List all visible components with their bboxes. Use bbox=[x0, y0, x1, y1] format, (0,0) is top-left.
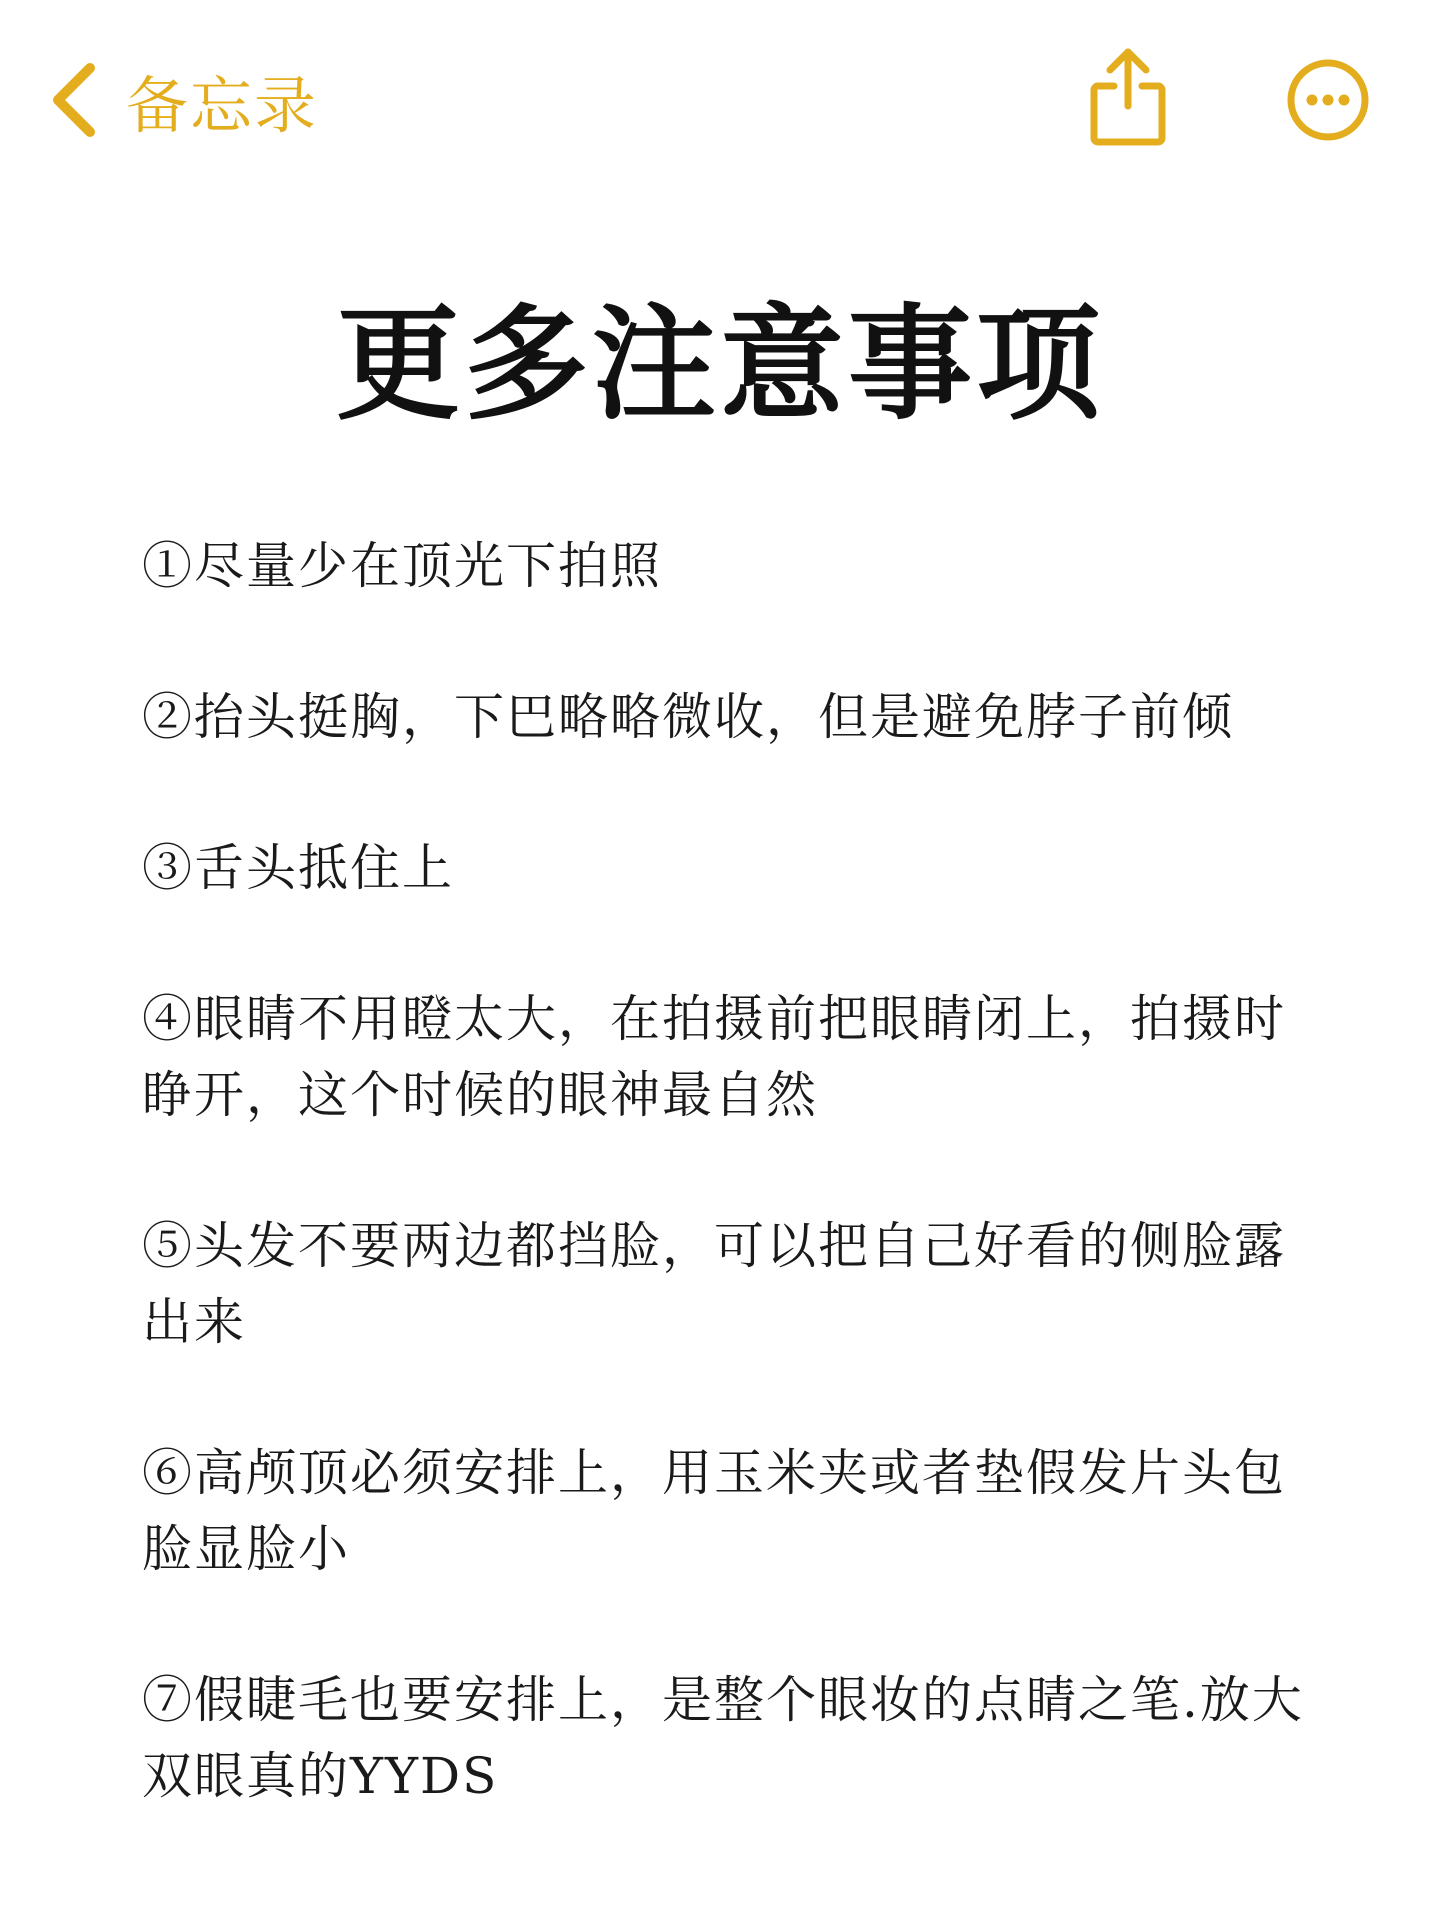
back-button[interactable] bbox=[48, 60, 318, 140]
chevron-left-icon bbox=[48, 60, 100, 140]
note-items bbox=[142, 528, 1322, 1889]
list-item: ②抬头挺胸，下巴略略微收，但是避免脖子前倾 bbox=[142, 688, 1234, 746]
list-item: ⑥高颅顶必须安排上，用玉米夹或者垫假发片头包脸显脸小 bbox=[142, 1444, 1286, 1578]
back-label: 备忘录 bbox=[126, 68, 319, 142]
list-item: ④眼睛不用瞪太大，在拍摄前把眼睛闭上，拍摄时睁开，这个时候的眼神最自然 bbox=[142, 990, 1286, 1124]
note-title: 更多注意事项 bbox=[335, 293, 1104, 437]
share-icon[interactable] bbox=[1088, 44, 1168, 148]
list-item: ①尽量少在顶光下拍照 bbox=[142, 537, 662, 595]
list-item: ③舌头抵住上 bbox=[142, 839, 454, 897]
more-icon[interactable] bbox=[1286, 58, 1370, 142]
list-item: ⑤头发不要两边都挡脸，可以把自己好看的侧脸露出来 bbox=[142, 1217, 1286, 1351]
navigation-bar bbox=[0, 0, 1440, 200]
list-item: ⑦假睫毛也要安排上，是整个眼妆的点睛之笔.放大双眼真的YYDS bbox=[142, 1671, 1304, 1805]
